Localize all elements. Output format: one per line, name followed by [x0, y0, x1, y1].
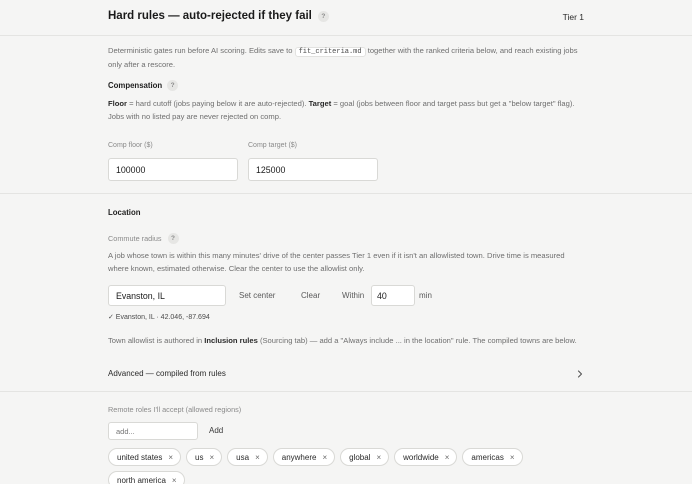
commute-minutes-input[interactable]: 40	[371, 285, 415, 306]
region-chip-label: usa	[236, 452, 250, 462]
target-definition: = goal (jobs between floor and target pass but get a "below target" flag). Jobs with no listed pay are never rejected on comp.	[108, 99, 575, 121]
region-chip-label: united states	[117, 452, 163, 462]
add-region-button[interactable]: Add	[209, 426, 224, 435]
allowlist-pre: Town allowlist is authored in	[108, 336, 205, 345]
compensation-heading	[108, 80, 178, 91]
intro-post: together with the ranked criteria below, and reach existing jobs only after a rescore.	[108, 46, 578, 69]
allowlist-note	[108, 335, 586, 348]
remove-icon[interactable]: ×	[255, 452, 260, 462]
commute-description: A job whose town is within this many minutes' drive of the center passes Tier 1 even if it isn't an allowlisted town. Drive time is measured where known, estimated otherwise. Clear the center to use the allowlist only.	[108, 251, 565, 273]
comp-target-label: Comp target ($)	[248, 142, 298, 149]
allowlist-post: (Sourcing tab) — add a "Always include ... in the location" rule. The compiled towns are below.	[257, 336, 577, 345]
intro-pre: Deterministic gates run before AI scoring. Edits save to	[108, 46, 293, 55]
tier-label: Tier 1	[562, 12, 584, 22]
remove-icon[interactable]: ×	[168, 452, 174, 462]
remove-icon[interactable]: ×	[171, 475, 177, 484]
set-center-button[interactable]: Set center	[239, 291, 276, 300]
region-chip	[108, 471, 185, 484]
comp-target-input[interactable]: 125000	[248, 158, 378, 181]
advanced-compiled-toggle[interactable]	[108, 369, 584, 378]
commute-center-input[interactable]: Evanston, IL	[108, 285, 226, 306]
remove-icon[interactable]: ×	[444, 452, 450, 462]
region-chip-label: us	[195, 452, 204, 462]
region-chip-label: americas	[471, 452, 504, 462]
help-icon[interactable]: ?	[168, 233, 179, 244]
clear-center-button[interactable]: Clear	[301, 291, 321, 300]
comp-floor-label: Comp floor ($)	[108, 142, 153, 149]
add-region-input[interactable]	[108, 422, 198, 440]
compensation-description	[108, 98, 586, 123]
help-icon[interactable]: ?	[167, 80, 178, 91]
remote-regions-label: Remote roles I'll accept (allowed regions)	[108, 405, 242, 414]
region-chip	[186, 448, 222, 466]
target-term: Target	[308, 99, 332, 108]
page-title-text: Hard rules — auto-rejected if they fail	[108, 10, 312, 22]
minutes-unit-label: min	[419, 291, 432, 300]
commute-radius-text: Commute radius	[108, 234, 162, 243]
remove-icon[interactable]: ×	[376, 452, 382, 462]
region-chip	[227, 448, 268, 466]
chevron-right-icon	[576, 370, 584, 378]
region-chip	[108, 448, 181, 466]
region-chip-list	[108, 448, 588, 484]
help-icon[interactable]: ?	[318, 11, 329, 22]
within-label: Within	[342, 291, 365, 300]
comp-floor-input[interactable]: 100000	[108, 158, 238, 181]
region-chip-label: north america	[117, 475, 166, 484]
region-chip-label: worldwide	[403, 452, 439, 462]
location-heading: Location	[108, 208, 141, 217]
compensation-heading-text: Compensation	[108, 81, 163, 90]
region-chip	[273, 448, 335, 466]
floor-definition: = hard cutoff (jobs paying below it are auto-rejected).	[126, 99, 309, 108]
floor-term: Floor	[108, 99, 127, 108]
intro-text	[108, 45, 586, 71]
remove-icon[interactable]: ×	[322, 452, 328, 462]
remove-icon[interactable]: ×	[209, 452, 215, 462]
page-title	[108, 10, 329, 22]
commute-radius-label	[108, 233, 179, 244]
region-chip-label: anywhere	[281, 452, 317, 462]
inclusion-rules-term: Inclusion rules	[204, 336, 258, 345]
region-chip	[340, 448, 389, 466]
advanced-compiled-label: Advanced — compiled from rules	[108, 369, 226, 378]
section-divider	[0, 193, 692, 194]
region-chip	[462, 448, 522, 466]
resolved-center-status: ✓ Evanston, IL · 42.046, -87.694	[108, 314, 210, 321]
region-chip-label: global	[349, 452, 371, 462]
region-chip	[394, 448, 457, 466]
section-divider	[0, 391, 692, 392]
criteria-file-code: fit_criteria.md	[295, 47, 366, 57]
remove-icon[interactable]: ×	[509, 452, 515, 462]
header-divider	[0, 35, 692, 36]
